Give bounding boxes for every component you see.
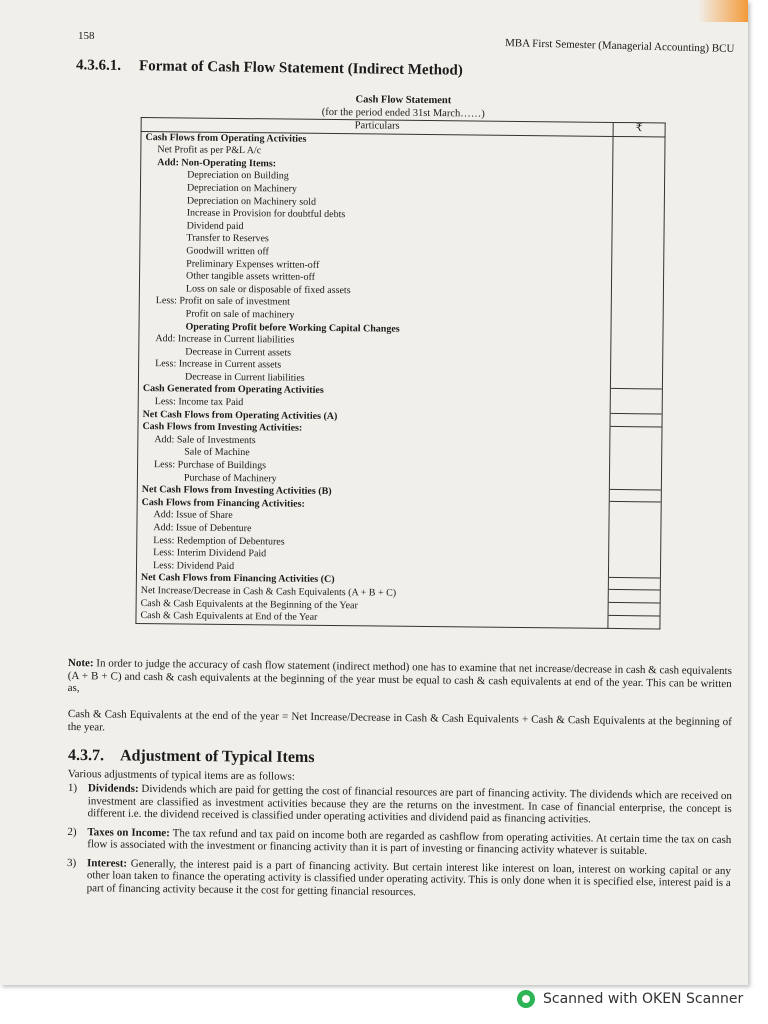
statement-row-amount bbox=[612, 212, 664, 225]
statement-row-label: Decrease in Current liabilities bbox=[138, 371, 610, 389]
equation-paragraph: Cash & Cash Equivalents at the end of the year = Net Increase/Decrease in Cash & Cash Equivalents + Cash & Cash Equivalents at the beginning of the year. bbox=[67, 708, 732, 733]
statement-row-amount bbox=[610, 388, 662, 401]
statement-row-amount bbox=[611, 313, 663, 326]
statement-row-amount bbox=[609, 540, 661, 553]
statement-row-amount bbox=[608, 590, 660, 603]
statement-row-amount bbox=[608, 615, 660, 629]
statement-row-label: Add: Non-Operating Items: bbox=[141, 157, 613, 175]
statement-row-amount bbox=[611, 275, 663, 288]
list-item-text: Generally, the interest paid is a part of financing activity. But certain interest like interest on loan, interest on working capital or any other loan taken to finance the operating activity is classified under operating activity. This is only done when it is specified else, interest paid is a part of financing activity because it the cost for getting financial resources. bbox=[86, 857, 732, 898]
statement-row-label: Cash & Cash Equivalents at End of the Year bbox=[136, 610, 608, 628]
statement-row-label: Less: Purchase of Buildings bbox=[138, 459, 610, 477]
statement-row-label: Depreciation on Machinery sold bbox=[140, 195, 612, 213]
statement-row-amount bbox=[611, 351, 663, 364]
statement-row-label: Profit on sale of machinery bbox=[139, 308, 611, 326]
statement-row-amount bbox=[609, 464, 661, 477]
adjustments-heading bbox=[68, 747, 315, 767]
list-item-label: Interest: bbox=[86, 856, 128, 870]
note-paragraph bbox=[68, 657, 732, 703]
statement-row-label: Cash & Cash Equivalents at the Beginning of the Year bbox=[136, 598, 608, 616]
statement-row-amount bbox=[611, 300, 663, 313]
section-heading bbox=[76, 57, 463, 79]
statement-row-label: Cash Flows from Investing Activities: bbox=[138, 421, 610, 439]
statement-row-amount bbox=[611, 288, 663, 301]
statement-body bbox=[136, 131, 665, 629]
statement-row-amount bbox=[612, 225, 664, 238]
statement-row-amount bbox=[611, 363, 663, 376]
list-marker: 3) bbox=[66, 856, 77, 869]
statement-row-label: Goodwill written off bbox=[140, 245, 612, 263]
page-corner-highlight bbox=[698, 0, 748, 22]
list-item-label: Taxes on Income: bbox=[87, 825, 170, 839]
statement-row-label: Sale of Machine bbox=[138, 446, 610, 464]
statement-row-amount bbox=[612, 262, 664, 275]
list-item bbox=[68, 782, 732, 828]
note-text: In order to judge the accuracy of cash flow statement (indirect method) one has to examine that net increase/decrease in cash & cash equivalents (A + B + C) and cash & cash equivalents at the beginning of the year must be equal to cash & cash equivalents at end of the year. This can be written as, bbox=[67, 657, 732, 695]
statement-row-label: Less: Increase in Current assets bbox=[139, 358, 611, 376]
statement-row-label: Depreciation on Building bbox=[141, 169, 613, 187]
statement-row-amount bbox=[610, 451, 662, 464]
adjustments-intro: Various adjustments of typical items are as follows: bbox=[67, 768, 295, 783]
statement-row-label: Transfer to Reserves bbox=[140, 232, 612, 250]
statement-row-label: Add: Sale of Investments bbox=[138, 434, 610, 452]
statement-row-amount bbox=[609, 502, 661, 515]
statement-row-amount bbox=[609, 527, 661, 540]
statement-row-amount bbox=[613, 162, 665, 175]
statement-row-amount bbox=[612, 187, 664, 200]
statement-row-label: Add: Issue of Share bbox=[137, 509, 609, 527]
statement-row-amount bbox=[610, 426, 662, 439]
statement-row-label: Net Profit as per P&L A/c bbox=[141, 144, 613, 162]
adjustments-title: Adjustment of Typical Items bbox=[119, 747, 315, 767]
statement-row-label: Purchase of Machinery bbox=[137, 472, 609, 490]
statement-row-label: Dividend paid bbox=[140, 220, 612, 238]
statement-table bbox=[135, 117, 665, 629]
statement-row-amount bbox=[609, 477, 661, 490]
statement-row-amount bbox=[612, 250, 664, 263]
list-item-text: Dividends which are paid for getting the cost of financial resources are part of financing activity. The dividends which are received on investment are classified as investment activities because they are the returns on the investment. In case of financial enterprise, the concept is different i.e. the dividend received is classified under operating activities and dividend paid as financing activities. bbox=[87, 782, 732, 826]
section-title: Format of Cash Flow Statement (Indirect Method) bbox=[138, 58, 463, 79]
list-item-text: The tax refund and tax paid on income both are regarded as cashflow from operating activities. At certain time the tax on cash flow is associated with the investment or financing activity than it is part of investing or financing activity whatever is suitable. bbox=[87, 826, 732, 858]
statement-row-label: Cash Flows from Financing Activities: bbox=[137, 497, 609, 515]
statement-row-label: Depreciation on Machinery bbox=[140, 182, 612, 200]
scanner-watermark bbox=[517, 990, 743, 1008]
statement-row-label: Loss on sale or disposable of fixed assets bbox=[139, 283, 611, 301]
statement-row-amount bbox=[608, 565, 660, 578]
statement-title: Cash Flow Statement bbox=[355, 94, 452, 107]
statement-row-amount bbox=[609, 552, 661, 565]
statement-row-amount bbox=[610, 401, 662, 414]
particulars-header: Particulars bbox=[141, 118, 613, 137]
statement-row-label: Net Cash Flows from Operating Activities (A) bbox=[138, 409, 610, 427]
statement-row-amount bbox=[608, 577, 660, 590]
statement-row-amount bbox=[610, 414, 662, 427]
adjustments-list bbox=[67, 782, 732, 908]
statement-row-label: Add: Increase in Current liabilities bbox=[139, 333, 611, 351]
list-marker: 2) bbox=[67, 825, 77, 838]
statement-period: (for the period ended 31st March……) bbox=[321, 106, 485, 120]
scanner-label: Scanned with OKEN Scanner bbox=[543, 991, 744, 1007]
statement-row-label: Net Cash Flows from Investing Activities (B) bbox=[137, 484, 609, 502]
list-item bbox=[67, 825, 731, 858]
statement-row-label: Operating Profit before Working Capital Changes bbox=[139, 320, 611, 338]
statement-row-amount bbox=[608, 602, 660, 615]
statement-row-label: Decrease in Current assets bbox=[139, 346, 611, 364]
amount-header: ₹ bbox=[613, 122, 665, 136]
statement-row-amount bbox=[612, 200, 664, 213]
statement-row-label: Less: Dividend Paid bbox=[136, 560, 608, 578]
running-header: MBA First Semester (Managerial Accounting) BCU bbox=[504, 36, 735, 56]
cash-flow-statement bbox=[135, 91, 666, 629]
list-item bbox=[67, 856, 731, 902]
page-number: 158 bbox=[78, 30, 95, 42]
statement-row-label: Other tangible assets written-off bbox=[139, 270, 611, 288]
statement-row-amount bbox=[612, 237, 664, 250]
adjustments-number: 4.3.7. bbox=[67, 746, 105, 765]
statement-row-amount bbox=[613, 149, 665, 162]
section-number: 4.3.6.1. bbox=[75, 57, 122, 74]
note-label: Note: bbox=[67, 657, 94, 670]
statement-row-amount bbox=[613, 174, 665, 187]
statement-row-label: Increase in Provision for doubtful debts bbox=[140, 207, 612, 225]
list-item-label: Dividends: bbox=[87, 782, 139, 795]
statement-row-label: Less: Income tax Paid bbox=[138, 396, 610, 414]
statement-row-label: Preliminary Expenses written-off bbox=[140, 258, 612, 276]
oken-scanner-logo-icon bbox=[517, 990, 535, 1008]
statement-row-amount bbox=[611, 325, 663, 338]
statement-row-label: Less: Profit on sale of investment bbox=[139, 295, 611, 313]
statement-row-amount bbox=[613, 136, 665, 150]
statement-row-amount bbox=[611, 338, 663, 351]
statement-row-label: Cash Flows from Operating Activities bbox=[141, 131, 613, 149]
statement-row-label: Net Cash Flows from Financing Activities (C) bbox=[136, 572, 608, 590]
statement-row-label: Less: Redemption of Debentures bbox=[137, 535, 609, 553]
statement-row-label: Cash Generated from Operating Activities bbox=[138, 383, 610, 401]
statement-row-amount bbox=[610, 439, 662, 452]
statement-row-amount bbox=[610, 376, 662, 389]
list-marker: 1) bbox=[67, 782, 78, 795]
statement-row-label: Add: Issue of Debenture bbox=[137, 522, 609, 540]
statement-row-amount bbox=[609, 489, 661, 502]
statement-row-amount bbox=[609, 514, 661, 527]
statement-row-label: Less: Interim Dividend Paid bbox=[137, 547, 609, 565]
statement-row-label: Net Increase/Decrease in Cash & Cash Equivalents (A + B + C) bbox=[136, 585, 608, 603]
